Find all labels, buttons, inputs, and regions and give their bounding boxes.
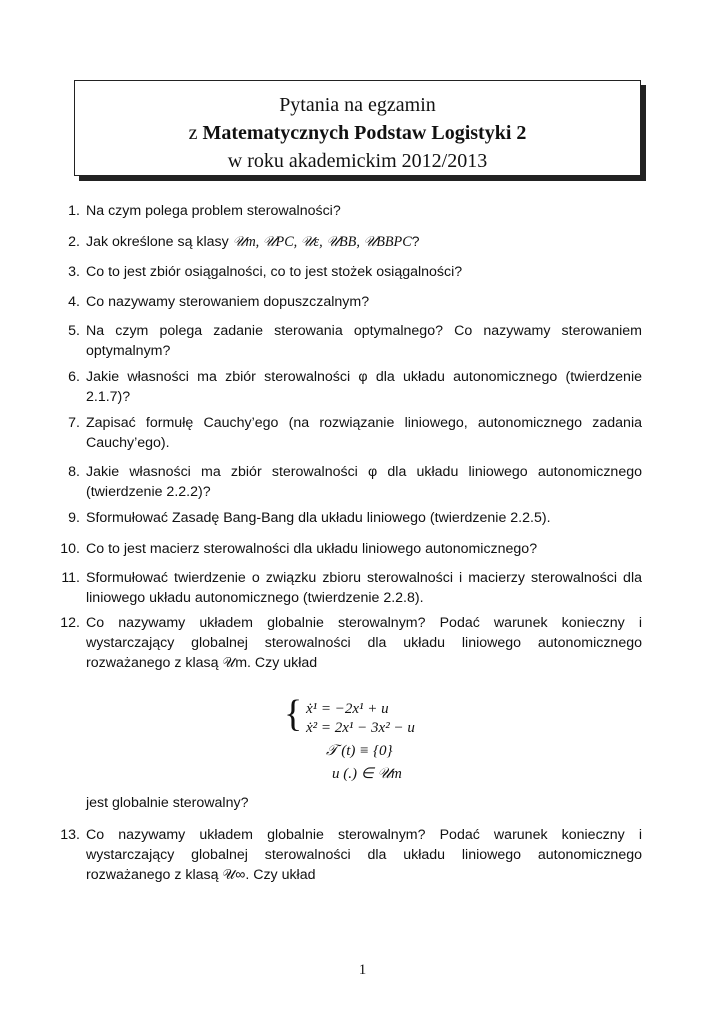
question-number: 12.: [60, 615, 80, 631]
question-number: 4.: [68, 294, 80, 310]
question-text: Co to jest macierz sterowalności dla układu liniowego autonomicznego?: [86, 541, 538, 557]
question-12-tail: jest globalnie sterowalny?: [86, 795, 249, 811]
left-brace: {: [284, 693, 303, 735]
question-text: Co nazywamy sterowaniem dopuszczalnym?: [86, 294, 370, 310]
question-text: Jak określone są klasy: [86, 234, 233, 250]
question-item: [68, 413, 642, 453]
title-box: [74, 80, 641, 176]
question-item: [68, 367, 642, 407]
question-item: [68, 262, 642, 282]
question-text: Jakie własności ma zbiór sterowalności φ dla układu liniowego autonomicznego (twierdzenie 2.2.2)?: [86, 464, 642, 500]
question-number: 13.: [60, 827, 80, 843]
question-number: 10.: [60, 541, 80, 557]
question-item: [68, 292, 642, 312]
question-text: Zapisać formułę Cauchy’ego (na rozwiązanie liniowego, autonomicznego zadania Cauchy’ego).: [86, 415, 642, 451]
control-class: u (.) ∈ 𝒰m: [332, 766, 402, 782]
question-item: [60, 825, 642, 885]
title-line-2-prefix: z: [188, 122, 203, 144]
question-item: [68, 201, 642, 221]
equation-1: ẋ¹ = −2x¹ + u: [306, 701, 389, 717]
question-text: Sformułować twierdzenie o związku zbioru sterowalności i macierzy sterowalności dla liniowego układu autonomicznego (twierdzenie 2.2.8).: [86, 570, 642, 606]
question-number: 8.: [68, 464, 80, 480]
class-symbols: 𝒰m, 𝒰PC, 𝒰ε, 𝒰BB, 𝒰BBPC: [232, 234, 412, 250]
question-text: Na czym polega zadanie sterowania optymalnego? Co nazywamy sterowaniem optymalnym?: [86, 323, 642, 359]
page-number: 1: [358, 962, 367, 978]
question-number: 3.: [68, 264, 80, 280]
question-text: Na czym polega problem sterowalności?: [86, 203, 341, 219]
question-text: Jakie własności ma zbiór sterowalności φ dla układu autonomicznego (twierdzenie 2.1.7)?: [86, 369, 642, 405]
question-text: Co to jest zbiór osiągalności, co to jest stożek osiągalności?: [86, 264, 463, 280]
question-number: 7.: [68, 415, 80, 431]
question-number: 9.: [68, 510, 80, 526]
question-text: Co nazywamy układem globalnie sterowalnym? Podać warunek konieczny i wystarczający globalnej sterowalności dla układu liniowego autonomicznego rozważanego z klasą 𝒰∞. Czy układ: [86, 827, 642, 883]
question-number: 6.: [68, 369, 80, 385]
title-line-1: Pytania na egzamin: [279, 94, 436, 116]
title-line-2: [75, 119, 640, 147]
question-item: [61, 568, 642, 608]
question-item: [68, 232, 642, 252]
question-number: 5.: [68, 323, 80, 339]
question-item: [68, 321, 642, 361]
question-item: [60, 613, 642, 673]
question-item: [68, 462, 642, 502]
question-item: [60, 539, 642, 559]
title-line-3: w roku akademickim 2012/2013: [227, 150, 488, 172]
question-text: Co nazywamy układem globalnie sterowalnym? Podać warunek konieczny i wystarczający globalnej sterowalności dla układu liniowego autonomicznego rozważanego z klasą 𝒰m. Czy układ: [86, 615, 642, 671]
question-number: 11.: [61, 570, 80, 586]
question-item: [68, 508, 642, 528]
question-number: 2.: [68, 234, 80, 250]
question-text-end: ?: [411, 234, 420, 250]
equation-2: ẋ² = 2x¹ − 3x² − u: [306, 720, 415, 736]
course-name: Matematycznych Podstaw Logistyki 2: [202, 122, 527, 144]
question-text: Sformułować Zasadę Bang-Bang dla układu liniowego (twierdzenie 2.2.5).: [86, 510, 551, 526]
question-number: 1.: [68, 203, 80, 219]
target-set: 𝒯 (t) ≡ {0}: [326, 743, 393, 759]
